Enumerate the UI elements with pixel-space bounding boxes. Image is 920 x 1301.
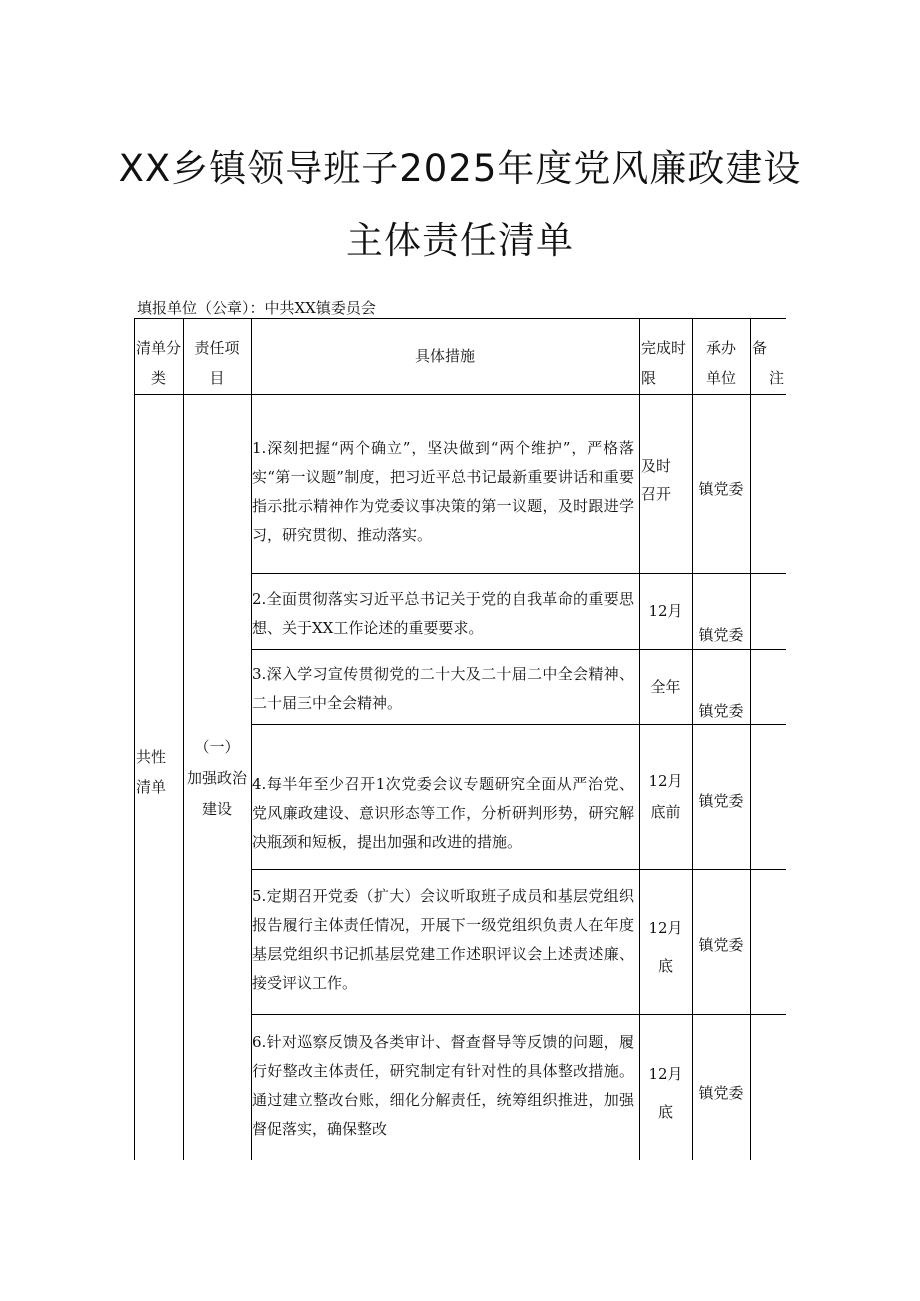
table-rule: [639, 318, 640, 1160]
document-title-line-1: XX乡镇领导班子2025年度党风廉政建设: [118, 147, 802, 190]
unit-cell: 镇党委: [698, 792, 744, 810]
deadline-line: 12月: [648, 1065, 683, 1083]
header-category-line: 类: [150, 369, 166, 387]
header-item: [183, 333, 251, 393]
table-rule: [134, 318, 786, 319]
measure-text: 1.深刻把握“两个确立”，坚决做到“两个维护”，严格落实“第一议题”制度，把习近平总书记最新重要讲话和重要指示批示精神作为党委议事决策的第一议题，及时跟进学习，研究贯彻、推动落实。: [252, 439, 634, 544]
deadline-cell: [641, 452, 691, 508]
deadline-line: 召开: [641, 485, 672, 503]
header-remark-line: 注: [768, 369, 784, 387]
unit-cell: 镇党委: [698, 626, 744, 644]
header-item-line: 目: [209, 369, 225, 387]
table-rule: [251, 573, 786, 574]
document-title-line-2: 主体责任清单: [346, 219, 574, 262]
table-rule: [251, 649, 786, 650]
table-rule: [134, 318, 135, 1160]
category-line: 共性: [136, 748, 167, 766]
header-category-line: 清单分: [135, 339, 181, 357]
responsibility-table: [134, 318, 786, 1160]
measure-text: 2.全面贯彻落实习近平总书记关于党的自我革命的重要思想、关于XX工作论述的重要要求。: [252, 590, 634, 637]
item-line: （一）: [194, 738, 240, 756]
header-deadline-line: 完成时: [641, 339, 687, 357]
fill-unit-label: 填报单位（公章）：中共XX镇委员会: [137, 299, 376, 317]
deadline-cell: [639, 1055, 692, 1131]
unit-cell: 镇党委: [698, 702, 744, 720]
deadline-cell: 全年: [650, 678, 681, 696]
item-cell: [183, 732, 251, 825]
deadline-line: 及时: [641, 457, 672, 475]
unit-cell: 镇党委: [698, 1084, 744, 1102]
table-rule: [251, 1014, 786, 1015]
header-item-line: 责任项: [194, 339, 240, 357]
table-rule: [750, 318, 751, 1160]
deadline-cell: 12月: [648, 602, 683, 620]
deadline-line: 12月: [648, 919, 683, 937]
measure-text: 3.深入学习宣传贯彻党的二十大及二十届二中全会精神、二十届三中全会精神。: [252, 665, 634, 712]
table-rule: [134, 394, 786, 395]
table-rule: [251, 869, 786, 870]
table-rule: [692, 318, 693, 1160]
header-unit-line: 承办: [705, 339, 736, 357]
measure-text: 5.定期召开党委（扩大）会议听取班子成员和基层党组织报告履行主体责任情况，开展下一级党组织负责人在年度基层党组织书记抓基层党建工作述职评议会上述责述廉、接受评议工作。: [252, 887, 634, 992]
deadline-line: 底: [657, 957, 673, 975]
item-line: 加强政治: [186, 769, 247, 787]
header-deadline: [641, 333, 693, 393]
deadline-cell: [639, 766, 692, 828]
category-line: 清单: [136, 778, 167, 796]
header-remark: [752, 333, 786, 393]
deadline-line: 12月: [648, 772, 683, 790]
measure-text: 4.每半年至少召开1次党委会议专题研究全面从严治党、党风廉政建设、意识形态等工作，分析研判形势，研究解决瓶颈和短板，提出加强和改进的措施。: [252, 775, 634, 851]
deadline-line: 底: [657, 1103, 673, 1121]
deadline-cell: [639, 909, 692, 985]
unit-cell: 镇党委: [698, 936, 744, 954]
header-unit-line: 单位: [705, 369, 736, 387]
header-measures: 具体措施: [414, 347, 475, 365]
header-unit: [692, 333, 750, 393]
measure-text: 6.针对巡察反馈及各类审计、督查督导等反馈的问题，履行好整改主体责任，研究制定有针对性的具体整改措施。通过建立整改台账，细化分解责任，统筹组织推进，加强督促落实，确保整改: [252, 1033, 634, 1138]
deadline-line: 底前: [650, 803, 681, 821]
header-deadline-line: 限: [641, 369, 657, 387]
header-category: [134, 333, 183, 393]
unit-cell: 镇党委: [698, 480, 744, 498]
item-line: 建设: [201, 800, 232, 818]
category-cell: [136, 742, 183, 802]
header-remark-line: 备: [752, 339, 768, 357]
